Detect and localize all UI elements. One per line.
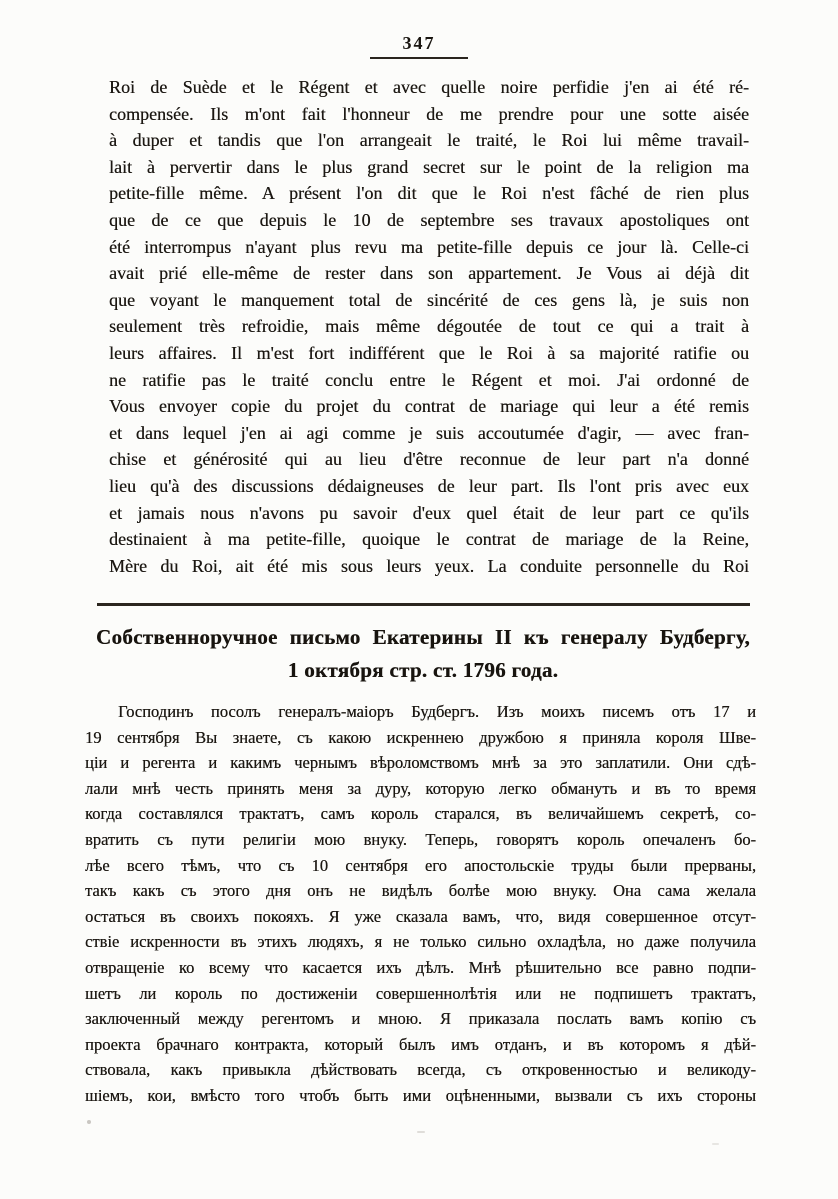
text-line: que de ce que depuis le 10 de septembre ses travaux apostoliques ont bbox=[109, 209, 749, 230]
text-line: ствовала, какъ привыкла дѣйствовать всегда, съ откровенностью и великоду- bbox=[85, 1060, 756, 1080]
text-line: Господинъ посолъ генералъ-маіоръ Будбергъ. Изъ моихъ писемъ отъ 17 и bbox=[118, 702, 756, 721]
text-line: ствіе искренности въ этихъ людяхъ, я не только сильно охладѣла, но даже получила bbox=[85, 932, 756, 952]
section-divider-rule bbox=[97, 603, 750, 606]
text-line: лѣе всего тѣмъ, что съ 10 сентября его апостольскіе труды были прерваны, bbox=[85, 855, 756, 875]
text-line: шіемъ, кои, вмѣсто того чтобъ быть ими оцѣненными, вызвали съ ихъ стороны bbox=[85, 1085, 756, 1105]
text-line: 19 сентября Вы знаете, съ какою искреннею дружбою я приняла короля Шве- bbox=[85, 727, 756, 747]
text-line: à duper et tandis que l'on arrangeait le traité, le Roi lui même travail- bbox=[109, 130, 749, 151]
text-line: que voyant le manquement total de sincérité de ces gens là, je suis non bbox=[109, 289, 749, 310]
french-letter-text bbox=[109, 74, 749, 579]
russian-letter-text bbox=[85, 699, 756, 1109]
text-line: вратить съ пути религіи мою внуку. Теперь, говорятъ король опечаленъ бо- bbox=[85, 829, 756, 849]
text-line: отвращеніе ко всему что касается ихъ дѣлъ. Мнѣ рѣшительно все равно подпи- bbox=[85, 957, 756, 977]
text-line: ціи и регента и какимъ чернымъ вѣроломствомъ мнѣ за это заплатили. Они сдѣ- bbox=[85, 753, 756, 773]
text-line: compensée. Ils m'ont fait l'honneur de me prendre pour une sotte aisée bbox=[109, 103, 749, 124]
text-line: остаться въ своихъ покояхъ. Я уже сказала вамъ, что, видя совершенное отсут- bbox=[85, 906, 756, 926]
text-line: Mère du Roi, ait été mis sous leurs yeux. La conduite personnelle du Roi bbox=[109, 555, 749, 576]
text-line: ne ratifie pas le traité conclu entre le Régent et moi. J'ai ordonné de bbox=[109, 369, 749, 390]
text-line: Собственноручное письмо Екатерины II къ генералу Будбергу, bbox=[96, 625, 750, 649]
text-line: et jamais nous n'avons pu savoir d'eux quel était de leur part ce qu'ils bbox=[109, 502, 749, 523]
text-line: petite-fille même. A présent l'on dit que le Roi n'est fâché de rien plus bbox=[109, 183, 749, 204]
scan-speck bbox=[87, 1120, 91, 1124]
text-line: avait prié elle-même de rester dans son appartement. Je Vous ai déjà dit bbox=[109, 263, 749, 284]
text-line: когда составлялся трактатъ, самъ король старался, въ величайшемъ секретѣ, со- bbox=[85, 804, 756, 824]
text-line: заключенный между регентомъ и мною. Я приказала послать вамъ копію съ bbox=[85, 1009, 756, 1029]
scan-speck bbox=[417, 1131, 425, 1133]
page-number-rule bbox=[370, 57, 468, 59]
page-number: 347 bbox=[402, 33, 436, 53]
text-line: seulement très refroidie, mais même dégoutée de tout ce qui a trait à bbox=[109, 316, 749, 337]
text-line: chise et générosité qui au lieu d'être reconnue de leur part n'a donné bbox=[109, 449, 749, 470]
section-heading bbox=[96, 621, 750, 687]
text-line: такъ какъ съ этого дня онъ не видѣлъ болѣе мою внуку. Она сама желала bbox=[85, 881, 756, 901]
text-line: et dans lequel j'en ai agi comme je suis accoutumée d'agir, — avec fran- bbox=[109, 422, 749, 443]
scan-speck bbox=[712, 1143, 719, 1145]
text-line: lieu qu'à des discussions dédaigneuses de leur part. Ils l'ont pris avec eux bbox=[109, 475, 749, 496]
text-line: проекта брачнаго контракта, который былъ имъ отданъ, и въ которомъ я дѣй- bbox=[85, 1034, 756, 1054]
text-line: destinaient à ma petite-fille, quoique le contrat de mariage de la Reine, bbox=[109, 529, 749, 550]
text-line: лали мнѣ честь принять меня за дуру, которую легко обмануть и въ то время bbox=[85, 778, 756, 798]
text-line: Vous envoyer copie du projet du contrat de mariage qui leur a été remis bbox=[109, 396, 749, 417]
text-line: шетъ ли король по достиженіи совершеннолѣтія или не подпишетъ трактатъ, bbox=[85, 983, 756, 1003]
text-line: 1 октября стр. ст. 1796 года. bbox=[287, 658, 559, 682]
text-line: leurs affaires. Il m'est fort indifférent que le Roi à sa majorité ratifie ou bbox=[109, 342, 749, 363]
text-line: été interrompus n'ayant plus revu ma petite-fille depuis ce jour là. Celle-ci bbox=[109, 236, 749, 257]
page-header bbox=[370, 33, 468, 59]
text-line: Roi de Suède et le Régent et avec quelle noire perfidie j'en ai été ré- bbox=[109, 77, 749, 97]
text-line: lait à pervertir dans le plus grand secret sur le point de la religion ma bbox=[109, 156, 749, 177]
